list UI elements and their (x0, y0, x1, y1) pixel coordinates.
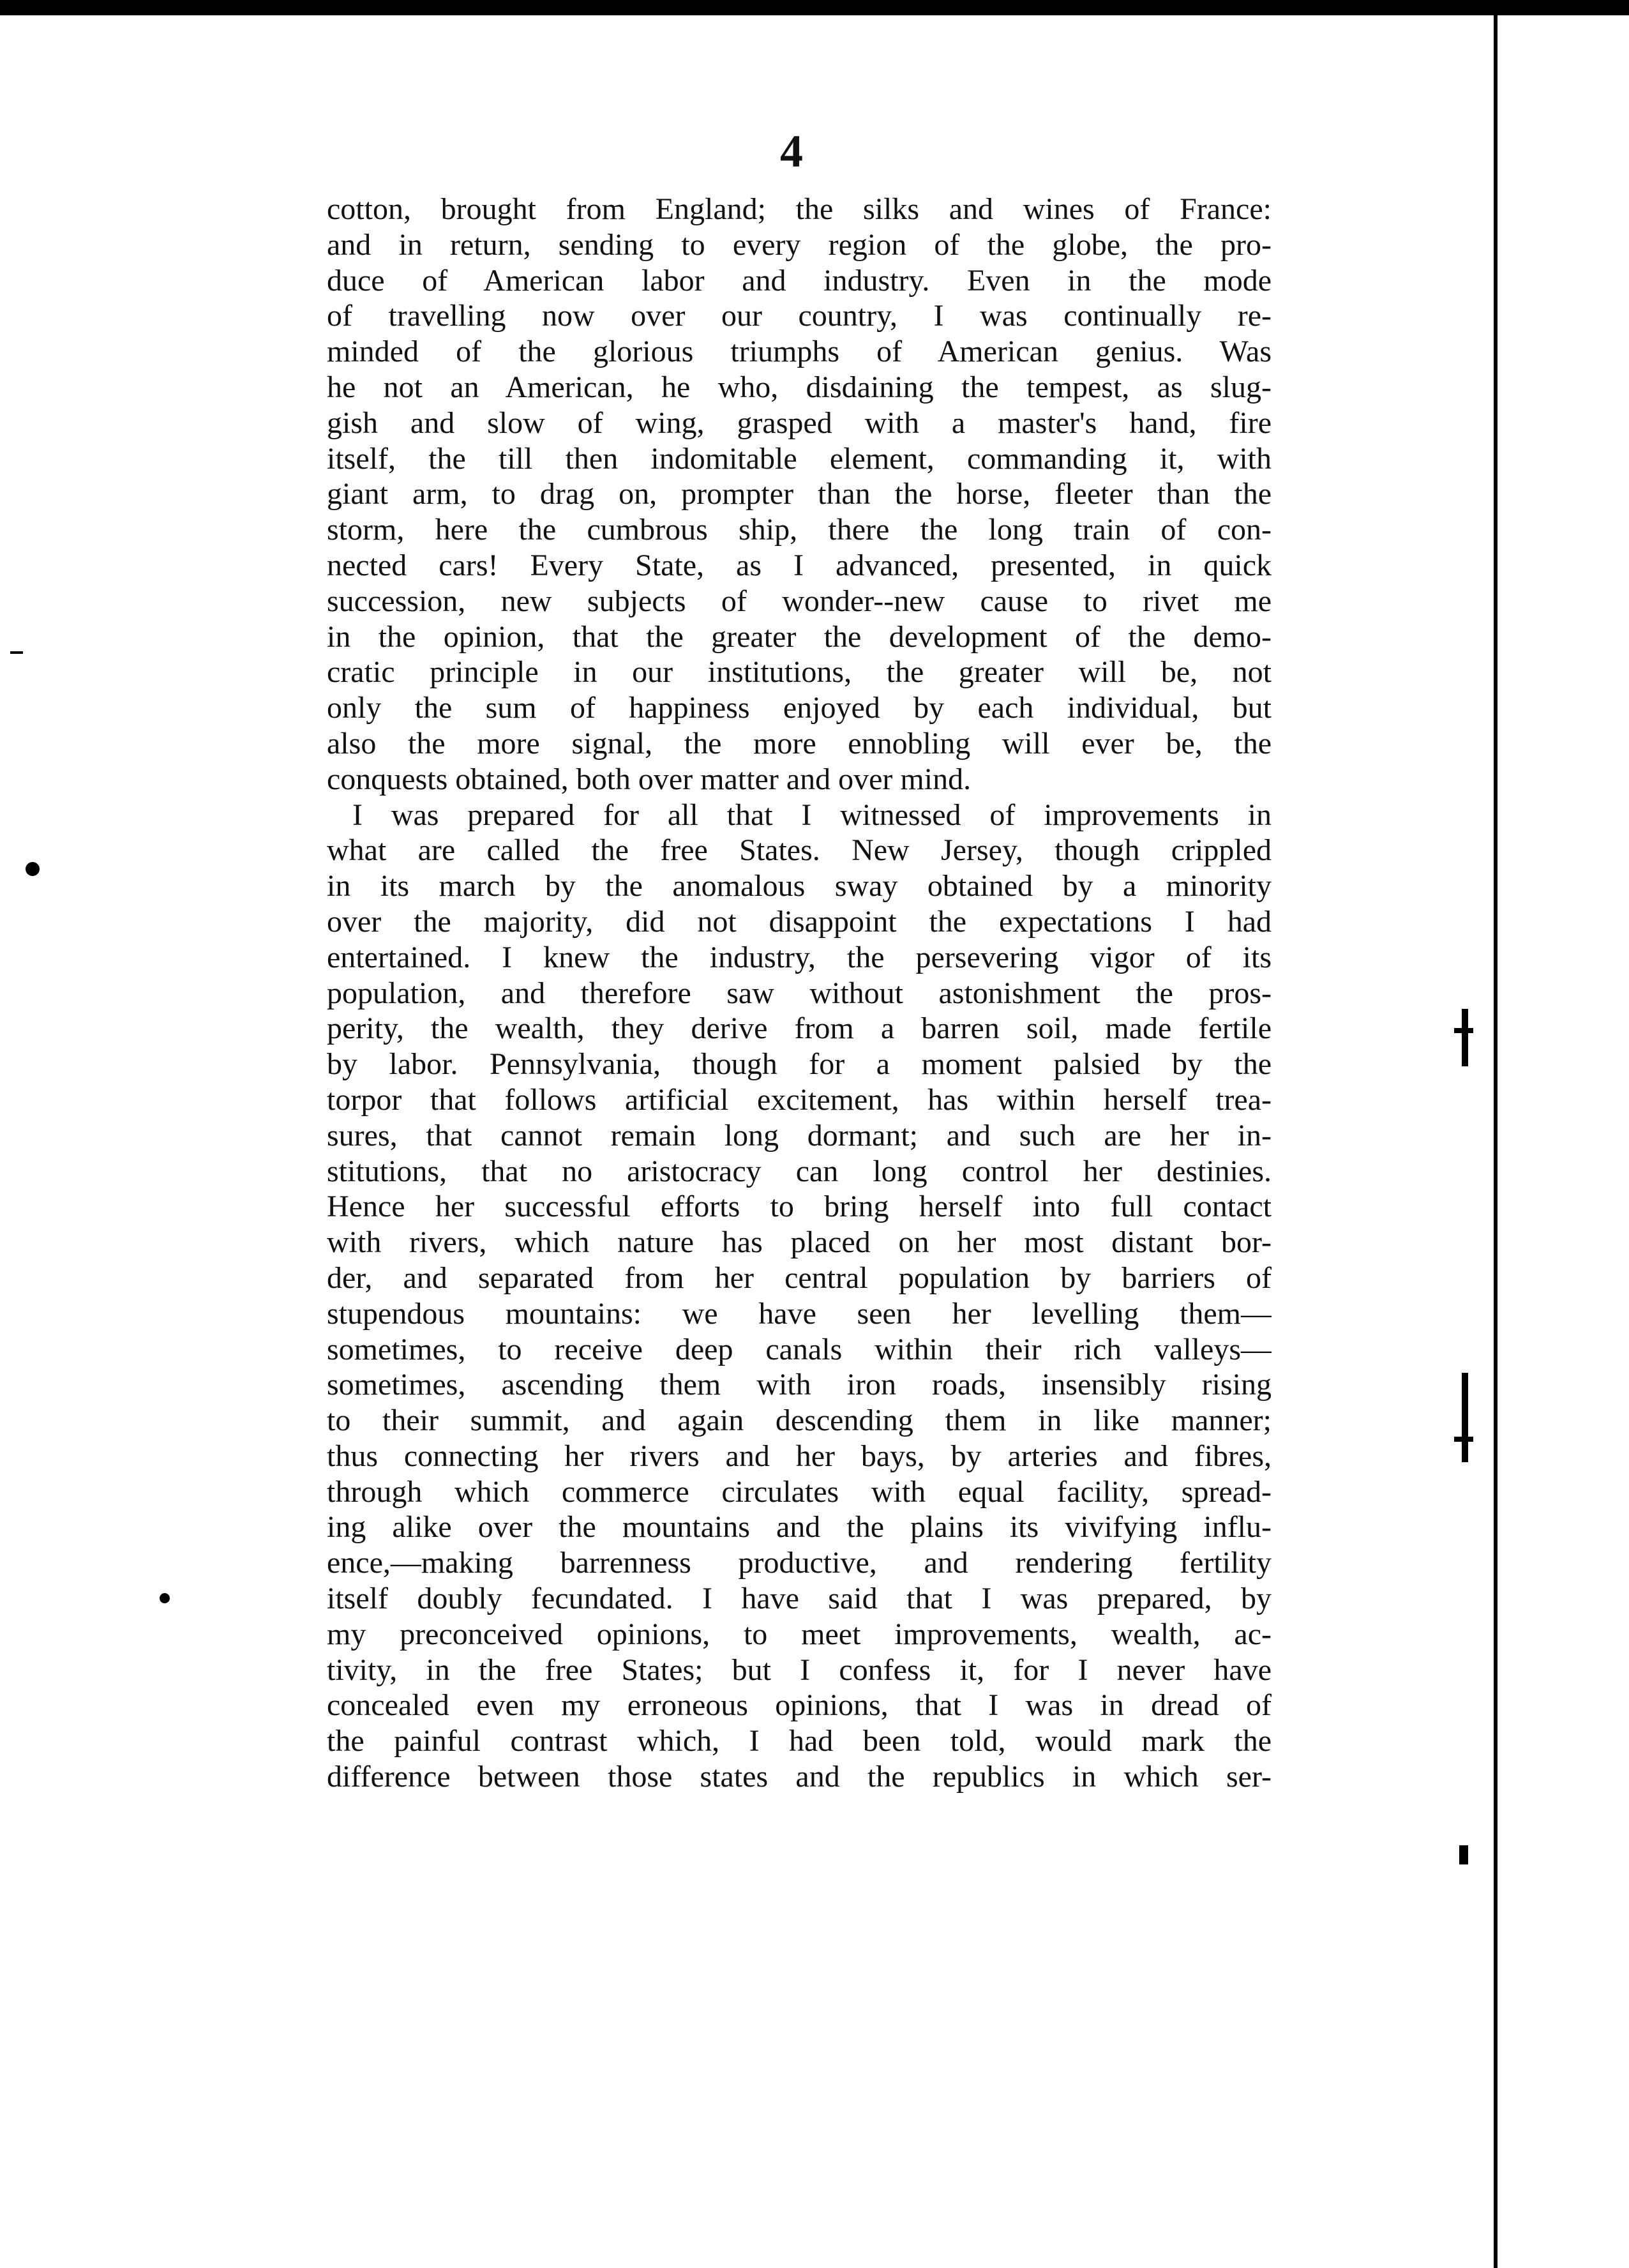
text-line: itself doubly fecundated. I have said that I was prepared, by (327, 1582, 1272, 1616)
text-line: perity, the wealth, they derive from a barren soil, made fertile (327, 1011, 1272, 1046)
text-line: succession, new subjects of wonder--new cause to rivet me (327, 584, 1272, 618)
scan-top-border (0, 0, 1629, 15)
text-line: what are called the free States. New Jersey, though crippled (327, 833, 1272, 868)
text-line: sometimes, to receive deep canals within their rich valleys— (327, 1332, 1272, 1366)
text-line: gish and slow of wing, grasped with a master's hand, fire (327, 405, 1272, 440)
page-number: 4 (780, 126, 803, 177)
text-line: Hence her successful efforts to bring herself into full contact (327, 1190, 1272, 1224)
text-line: cratic principle in our institutions, the greater will be, not (327, 655, 1272, 690)
text-line: population, and therefore saw without astonishment the pros- (327, 976, 1272, 1010)
text-line: torpor that follows artificial excitement, has within herself trea- (327, 1082, 1272, 1117)
text-line: duce of American labor and industry. Even in the mode (327, 263, 1272, 298)
text-line: I was prepared for all that I witnessed of improvements in (352, 798, 1272, 832)
text-line: to their summit, and again descending them in like manner; (327, 1403, 1272, 1438)
text-line: tivity, in the free States; but I confess it, for I never have (327, 1652, 1272, 1687)
text-line: difference between those states and the republics in which ser- (327, 1760, 1272, 1794)
margin-mark (10, 651, 23, 654)
margin-mark (1454, 1028, 1473, 1033)
text-line: minded of the glorious triumphs of American genius. Was (327, 335, 1272, 369)
page-edge-rule (1494, 15, 1498, 2268)
margin-mark (1462, 1009, 1468, 1066)
text-line: giant arm, to drag on, prompter than the horse, fleeter than the (327, 477, 1272, 511)
text-line: conquests obtained, both over matter and over mind. (327, 762, 972, 796)
body-text (327, 192, 1272, 1795)
text-line: cotton, brought from England; the silks and wines of France: (327, 192, 1272, 226)
text-line: ing alike over the mountains and the plains its vivifying influ- (327, 1510, 1272, 1545)
text-line: storm, here the cumbrous ship, there the long train of con- (327, 513, 1272, 547)
margin-mark (160, 1593, 170, 1603)
text-line: through which commerce circulates with equal facility, spread- (327, 1474, 1272, 1509)
text-line: of travelling now over our country, I was continually re- (327, 299, 1272, 333)
text-line: by labor. Pennsylvania, though for a moment palsied by the (327, 1047, 1272, 1082)
text-line: also the more signal, the more ennobling will ever be, the (327, 726, 1272, 760)
text-line: entertained. I knew the industry, the persevering vigor of its (327, 940, 1272, 974)
text-line: in its march by the anomalous sway obtained by a minority (327, 869, 1272, 903)
text-line: nected cars! Every State, as I advanced, presented, in quick (327, 548, 1272, 582)
text-line: my preconceived opinions, to meet improvements, wealth, ac- (327, 1617, 1272, 1651)
text-line: the painful contrast which, I had been told, would mark the (327, 1724, 1272, 1758)
text-line: ence,—making barrenness productive, and rendering fertility (327, 1546, 1272, 1580)
text-line: over the majority, did not disappoint the expectations I had (327, 904, 1272, 939)
text-line: sometimes, ascending them with iron roads, insensibly rising (327, 1368, 1272, 1402)
margin-mark (1462, 1373, 1468, 1462)
text-line: he not an American, he who, disdaining the tempest, as slug- (327, 370, 1272, 404)
text-line: with rivers, which nature has placed on her most distant bor- (327, 1225, 1272, 1260)
margin-mark (1454, 1437, 1473, 1442)
text-line: only the sum of happiness enjoyed by each individual, but (327, 691, 1272, 725)
text-line: and in return, sending to every region of the globe, the pro- (327, 227, 1272, 262)
text-line: sures, that cannot remain long dormant; and such are her in- (327, 1118, 1272, 1153)
text-line: concealed even my erroneous opinions, that I was in dread of (327, 1688, 1272, 1723)
margin-mark (26, 862, 40, 876)
text-line: stitutions, that no aristocracy can long control her destinies. (327, 1154, 1272, 1188)
margin-mark (1459, 1845, 1468, 1864)
text-line: in the opinion, that the greater the development of the demo- (327, 619, 1272, 654)
adjacent-page-margin (1498, 15, 1629, 2268)
text-line: stupendous mountains: we have seen her levelling them— (327, 1296, 1272, 1331)
text-line: thus connecting her rivers and her bays, by arteries and fibres, (327, 1439, 1272, 1473)
text-line: der, and separated from her central population by barriers of (327, 1260, 1272, 1295)
text-line: itself, the till then indomitable element, commanding it, with (327, 441, 1272, 476)
